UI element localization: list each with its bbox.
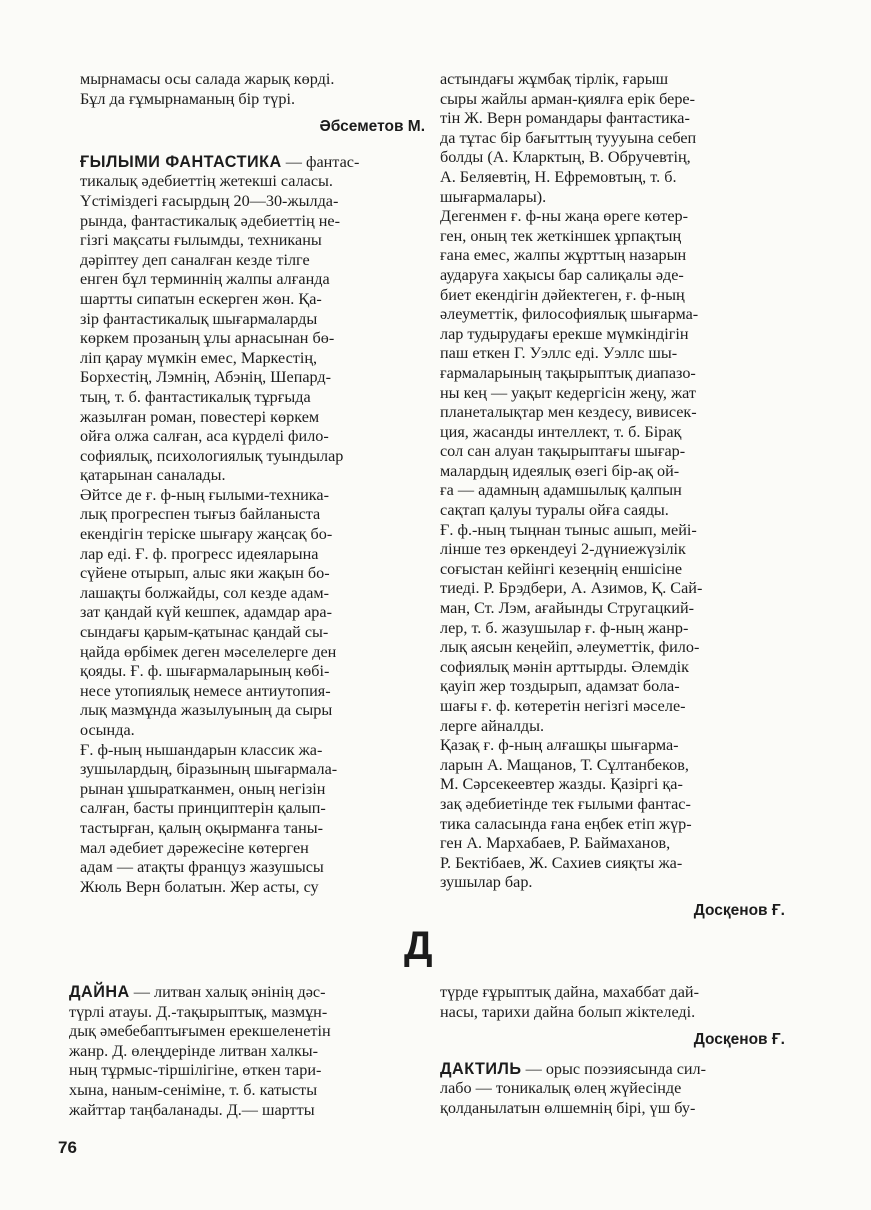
author-signature: Әбсеметов М.: [319, 118, 425, 136]
text-line: Бұл да ғұмырнаманың бір түрі.: [80, 89, 296, 108]
text-line: Үстіміздегі ғасырдың 20—30-жылда-: [80, 191, 339, 210]
section-letter: Д: [404, 924, 433, 968]
text-line: Дегенмен ғ. ф-ны жаңа өреге көтер-: [440, 207, 689, 226]
text-line: тастырған, қалың оқырманға таны-: [80, 818, 324, 837]
paragraph: [440, 521, 785, 737]
text-line: малардың идеялық өзегі бір-ақ ой-: [440, 461, 680, 480]
text-line: түрде ғұрыптық дайна, махаббат дай-: [440, 983, 699, 1001]
text-line: М. Сәрсекеевтер жазды. Қазіргі қа-: [440, 775, 683, 794]
text-line: несе утопиялық немесе антиутопия-: [80, 681, 331, 700]
text-line: сыры жайлы арман-қиялға ерік бере-: [440, 89, 696, 108]
text-line: мырнамасы осы салада жарық көрді.: [80, 70, 335, 88]
text-line: дәріптеу деп саналған кезде тілге: [80, 250, 310, 269]
text-line: осында.: [80, 721, 135, 739]
paragraph: [440, 207, 785, 521]
text-line: шағы ғ. ф. көтеретін негізгі мәселе-: [440, 697, 686, 715]
text-line: тың, т. б. фантастикалық тұрғыда: [80, 387, 311, 406]
text-line: ға — адамның адамшылық қалпын: [440, 481, 682, 500]
text-line: гізгі мақсаты ғылымды, техниканы: [80, 231, 322, 250]
text-line: ген, оның тек жеткіншек ұрпақтың: [440, 226, 682, 245]
column-top-right: [440, 70, 785, 931]
author-signature: Досқенов Ғ.: [693, 1031, 785, 1049]
text-line: қауіп жер тоздырып, адамзат бола-: [440, 677, 680, 696]
text-line: лар тудырудағы ерекше мүмкіндігін: [440, 324, 689, 343]
text-line: сүйене отырып, алыс яки жақын бо-: [80, 564, 330, 583]
text-line: жайттар таңбаланады. Д.— шартты: [69, 1100, 315, 1119]
text-line: тін Ж. Верн романдары фантастика-: [440, 109, 690, 128]
text-line: қолданылатын өлшемнің бірі, үш бу-: [440, 1098, 696, 1117]
text-line: адам — атақты француз жазушысы: [80, 858, 324, 877]
text-line: лар еді. Ғ. ф. прогресс идеяларына: [80, 544, 319, 563]
text-line: софиялық, психологиялық туындылар: [80, 446, 344, 465]
entry-daina: [69, 983, 413, 1120]
text-line: мал әдебиет дәрежесіне көтерген: [80, 838, 309, 857]
paragraph: [440, 70, 785, 207]
text-line: ңайда өрбімек деген мәселелерге ден: [80, 642, 337, 661]
text-line: лінше тез өркендеуі 2-дүниежүзілік: [440, 540, 686, 559]
text-line: рынан ұшыратканмен, оның негізін: [80, 779, 326, 798]
text-line: паш еткен Г. Уэллс еді. Уэллс шы-: [440, 344, 678, 363]
text-line: болды (А. Кларктың, В. Обручевтің,: [440, 148, 691, 167]
text-line: насы, тарихи дайна болып жіктеледі.: [440, 1002, 696, 1021]
entry-science-fiction: [80, 153, 425, 486]
text-line: сындағы қарым-қатынас қандай сы-: [80, 623, 329, 642]
text-line: да тұтас бір бағыттың туууына себеп: [440, 128, 697, 147]
text-line: салған, басты принциптерін қалып-: [80, 799, 326, 818]
text-line: дық әмебебаптығымен ерекшеленетін: [69, 1022, 331, 1041]
text-line: соғыстан кейінгі кезеңнің еншісіне: [440, 559, 683, 578]
text-line: лық прогреспен тығыз байланыста: [80, 505, 321, 524]
text-line: шығармалары).: [440, 187, 547, 206]
text-line: хына, наным-сеніміне, т. б. катысты: [69, 1080, 318, 1099]
column-bottom-left: [69, 983, 413, 1120]
text-line: ғармаларының тақырыптық диапазо-: [440, 363, 696, 382]
column-top-left: [80, 70, 425, 897]
text-line: тика саласында ғана еңбек етіп жүр-: [440, 814, 692, 833]
text-line: жанр. Д. өлеңдерінде литван халкы-: [69, 1041, 319, 1060]
text-line: зушылардың, біразының шығармала-: [80, 760, 338, 779]
text-line: лық мазмұнда жазылуының да сыры: [80, 701, 333, 720]
text-line: — орыс поэзиясында сил-: [525, 1059, 707, 1078]
text-line: ларын А. Мащанов, Т. Сұлтанбеков,: [440, 755, 689, 774]
text-line: биет екендігін дәйектеген, ғ. ф-ның: [440, 285, 685, 304]
text-line: екендігін теріске шығару жаңсақ бо-: [80, 525, 333, 544]
text-line: аударуға хақысы бар салиқалы әде-: [440, 265, 684, 284]
text-line: әлеуметтік, философиялық шығарма-: [440, 305, 699, 324]
text-line: Әйтсе де ғ. ф-ның ғылыми-техника-: [80, 485, 329, 504]
author-signature: Досқенов Ғ.: [693, 901, 785, 919]
text-line: лашақты болжайды, сол кезде адам-: [80, 583, 330, 602]
text-line: ция, жасанды интеллект, т. б. Бірақ: [440, 422, 682, 441]
text-line: лер, т. б. жазушылар ғ. ф-ның жанр-: [440, 618, 689, 637]
paragraph: [80, 741, 425, 898]
text-line: зір фантастикалық шығармаларды: [80, 309, 318, 328]
text-line: лерге айналды.: [440, 716, 545, 735]
paragraph: [440, 736, 785, 893]
text-line: енген бұл терминнің жалпы алғанда: [80, 270, 330, 289]
entry-headword: ҒЫЛЫМИ ФАНТАСТИКА: [80, 152, 282, 171]
para-continuation: [80, 70, 425, 109]
text-line: ліп қарау мүмкін емес, Маркестің,: [80, 348, 318, 367]
paragraph: [440, 983, 785, 1022]
text-line: сақтап қалуы туралы ойға саяды.: [440, 501, 669, 520]
text-line: Ғ. ф.-ның тыңнан тыныс ашып, мейі-: [440, 520, 697, 539]
text-line: ойға олжа салған, аса күрделі фило-: [80, 427, 329, 446]
text-line: тиеді. Р. Брэдбери, А. Азимов, Қ. Сай-: [440, 579, 703, 598]
text-line: ғана емес, жалпы жұрттың назарын: [440, 246, 687, 265]
text-line: планеталықтар мен кездесу, вивисек-: [440, 403, 697, 422]
text-line: көркем прозаның ұлы арнасынан бө-: [80, 329, 335, 348]
entry-dactyl: [440, 1060, 785, 1119]
text-line: Жюль Верн болатын. Жер асты, су: [80, 877, 319, 896]
text-line: Р. Бектібаев, Ж. Сахиев сияқты жа-: [440, 853, 683, 872]
text-line: астындағы жұмбақ тірлік, ғарыш: [440, 70, 669, 88]
text-line: ның тұрмыс-тіршілігіне, өткен тари-: [69, 1061, 322, 1080]
text-line: зушылар бар.: [440, 873, 533, 892]
text-line: лабо — тоникалық өлең жүйесінде: [440, 1079, 682, 1098]
text-line: ны кең — уақыт кедергісін жеңу, жат: [440, 383, 696, 402]
text-line: тикалық әдебиеттің жетекші саласы.: [80, 172, 333, 191]
text-line: ген А. Мархабаев, Р. Баймаханов,: [440, 834, 671, 853]
paragraph: [80, 486, 425, 741]
text-line: қояды. Ғ. ф. шығармаларының көбі-: [80, 662, 330, 681]
text-line: зақ әдебиетінде тек ғылыми фантас-: [440, 794, 691, 813]
text-line: Борхестің, Лэмнің, Абэнің, Шепард-: [80, 368, 332, 387]
text-line: сол сан алуан тақырыптағы шығар-: [440, 442, 686, 461]
text-line: — литван халық әнінің дәс-: [133, 983, 326, 1001]
text-line: зат қандай күй кешпек, адамдар ара-: [80, 603, 332, 622]
text-line: софиялық мәнін арттырды. Әлемдік: [440, 657, 690, 676]
text-line: қатарынан саналады.: [80, 466, 226, 485]
entry-headword: ДАКТИЛЬ: [440, 1059, 522, 1078]
text-line: рында, фантастикалық әдебиеттің не-: [80, 211, 340, 230]
text-line: Ғ. ф-ның нышандарын классик жа-: [80, 740, 323, 759]
text-line: — фантас-: [285, 152, 360, 171]
column-bottom-right: [440, 983, 785, 1119]
text-line: лық аясын кеңейіп, әлеуметтік, фило-: [440, 638, 700, 657]
text-line: Қазақ ғ. ф-ның алғашқы шығарма-: [440, 736, 679, 755]
entry-headword: ДАЙНА: [69, 983, 130, 1001]
page-number: 76: [58, 1138, 77, 1157]
text-line: шартты сипатын ескерген жөн. Қа-: [80, 289, 322, 308]
text-line: жазылған роман, повестері көркем: [80, 407, 320, 426]
text-line: ман, Ст. Лэм, ағайынды Стругацкий-: [440, 599, 694, 618]
text-line: түрлі атауы. Д.-тақырыптық, мазмұн-: [69, 1002, 328, 1021]
text-line: А. Беляевтің, Н. Ефремовтың, т. б.: [440, 167, 677, 186]
